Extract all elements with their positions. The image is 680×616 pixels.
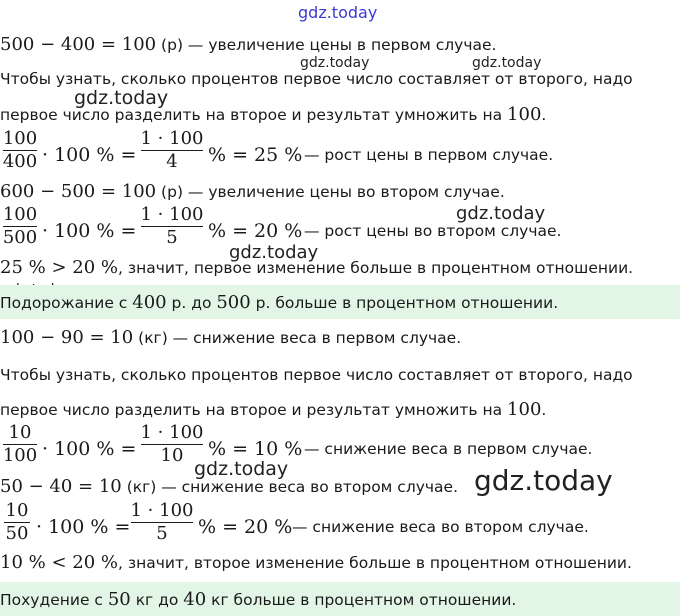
numerator: 100 xyxy=(2,204,38,225)
math-expression: 100 xyxy=(507,104,542,125)
denominator: 5 xyxy=(156,523,168,544)
math-expression: 500 − 400 = 100 xyxy=(0,34,157,55)
math-expression: · 100 % = xyxy=(42,438,137,460)
line-text: Чтобы узнать, сколько процентов первое число составляет от второго, надо xyxy=(0,70,633,88)
text-line xyxy=(0,553,632,573)
math-expression: · 100 % = xyxy=(42,220,137,242)
fraction xyxy=(2,128,38,173)
math-expression: 40 xyxy=(183,589,207,610)
line-text: р. до xyxy=(166,294,217,312)
fraction xyxy=(140,128,204,173)
text-line xyxy=(0,105,546,125)
line-text: — рост цены в первом случае. xyxy=(304,146,554,164)
watermark: gdz.today xyxy=(456,203,546,224)
numerator: 1 · 100 xyxy=(140,422,204,443)
watermark: gdz.today xyxy=(229,242,319,263)
numerator: 1 · 100 xyxy=(140,128,204,149)
line-text: р. больше в процентном отношении. xyxy=(250,294,559,312)
math-expression: % = 20 % xyxy=(198,516,293,538)
math-expression: 100 xyxy=(507,399,542,420)
watermark: gdz.today xyxy=(298,3,378,22)
math-expression: 10 % < 20 % xyxy=(0,552,118,573)
math-expression: 50 xyxy=(107,589,131,610)
numerator: 100 xyxy=(2,128,38,149)
line-text: кг больше в процентном отношении. xyxy=(206,591,517,609)
math-expression: % = 10 % xyxy=(208,438,303,460)
line-text: (р) — увеличение цены во втором случае. xyxy=(156,183,505,201)
line-text: , значит, первое изменение больше в процентном отношении. xyxy=(117,259,634,277)
line-text: (кг) — снижение веса во втором случае. xyxy=(121,478,459,496)
line-text: первое число разделить на второе и результат умножить на xyxy=(0,106,508,124)
line-text: . xyxy=(541,401,547,419)
line-text: , значит, второе изменение больше в процентном отношении. xyxy=(117,554,632,572)
fraction xyxy=(2,422,38,467)
text-line xyxy=(0,400,546,420)
conclusion-text xyxy=(0,293,558,313)
conclusion-text xyxy=(0,590,516,610)
fraction xyxy=(2,500,32,545)
numerator: 1 · 100 xyxy=(140,204,204,225)
text-line xyxy=(0,328,461,348)
line-text: первое число разделить на второе и результат умножить на xyxy=(0,401,508,419)
line-text: . xyxy=(541,106,547,124)
line-text: (р) — увеличение цены в первом случае. xyxy=(156,36,497,54)
watermark: gdz.today xyxy=(74,87,169,109)
math-expression: 600 − 500 = 100 xyxy=(0,181,157,202)
text-line xyxy=(0,69,633,89)
numerator: 1 · 100 xyxy=(130,500,194,521)
denominator: 4 xyxy=(166,151,178,172)
math-expression: · 100 % = xyxy=(42,144,137,166)
denominator: 500 xyxy=(2,227,38,248)
numerator: 10 xyxy=(8,422,32,443)
denominator: 50 xyxy=(5,523,29,544)
watermark: gdz.today xyxy=(474,464,613,497)
watermark: gdz.today xyxy=(472,55,542,71)
math-expression: 400 xyxy=(132,292,167,313)
denominator: 400 xyxy=(2,151,38,172)
fraction xyxy=(2,204,38,249)
line-text: — снижение веса во втором случае. xyxy=(292,518,589,536)
line-text: Подорожание с xyxy=(0,294,133,312)
fraction xyxy=(140,204,204,249)
math-expression: 100 − 90 = 10 xyxy=(0,327,134,348)
line-text: — рост цены во втором случае. xyxy=(304,222,562,240)
watermark: gdz.today xyxy=(300,55,370,71)
text-line xyxy=(0,35,496,55)
text-line xyxy=(0,477,458,497)
numerator: 10 xyxy=(5,500,29,521)
line-text: кг до xyxy=(130,591,184,609)
denominator: 5 xyxy=(166,227,178,248)
math-expression: · 100 % = xyxy=(36,516,131,538)
line-text: (кг) — снижение веса в первом случае. xyxy=(133,329,462,347)
text-line xyxy=(0,258,633,278)
denominator: 10 xyxy=(160,445,184,466)
math-expression: 25 % > 20 % xyxy=(0,257,118,278)
fraction xyxy=(130,500,194,545)
math-expression: 500 xyxy=(216,292,251,313)
line-text: Похудение с xyxy=(0,591,108,609)
watermark: gdz.today xyxy=(194,458,289,480)
fraction xyxy=(140,422,204,467)
math-expression: 50 − 40 = 10 xyxy=(0,476,122,497)
math-expression: % = 20 % xyxy=(208,220,303,242)
text-line xyxy=(0,365,633,385)
text-line xyxy=(0,182,505,202)
math-expression: % = 25 % xyxy=(208,144,303,166)
line-text: Чтобы узнать, сколько процентов первое число составляет от второго, надо xyxy=(0,366,633,384)
line-text: — снижение веса в первом случае. xyxy=(304,440,593,458)
denominator: 100 xyxy=(2,445,38,466)
